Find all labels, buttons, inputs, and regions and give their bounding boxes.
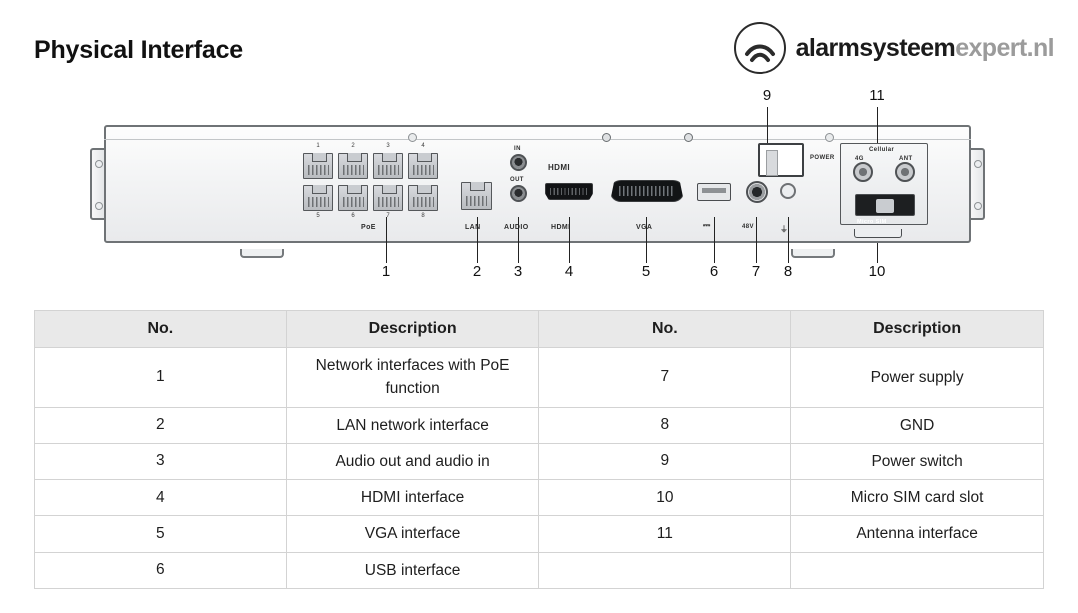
cell-desc-left: LAN network interface (286, 407, 539, 443)
callout-number: 9 (762, 87, 772, 104)
cell-no-right: 8 (539, 407, 791, 443)
poe-port-number: 6 (351, 213, 355, 219)
screw-icon (95, 160, 103, 168)
rj45-port-icon (338, 153, 368, 179)
cell-no-right: 10 (539, 480, 791, 516)
callout-number: 5 (641, 263, 651, 280)
table-row (35, 348, 1044, 408)
audio-label: AUDIO (504, 224, 529, 231)
audio-in-label: IN (514, 146, 521, 152)
table-row (35, 443, 1044, 479)
poe-port-number: 3 (386, 143, 390, 149)
lan-label: LAN (465, 224, 481, 231)
hdmi-print-label: HDMI (548, 163, 571, 172)
logo-text-dark: alarmsysteem (795, 33, 956, 62)
table-row (35, 516, 1044, 552)
power-voltage-label: 48V (742, 224, 754, 230)
table-row (35, 480, 1044, 516)
cell-no-left: 1 (35, 348, 287, 408)
power-switch-icon (758, 143, 804, 177)
cell-no-left: 4 (35, 480, 287, 516)
interface-table (34, 310, 1044, 589)
rj45-port-icon (408, 153, 438, 179)
callout-number: 6 (709, 263, 719, 280)
cell-no-right: 11 (539, 516, 791, 552)
cell-desc-right: GND (791, 407, 1044, 443)
micro-sim-label: Micro SIM (857, 219, 887, 225)
cell-desc-right: Power supply (791, 348, 1044, 408)
rack-ear-right (969, 148, 985, 220)
poe-port-number: 1 (316, 143, 320, 149)
audio-out-jack-icon (510, 185, 527, 202)
cell-desc-left: HDMI interface (286, 480, 539, 516)
column-header-no-right: No. (539, 311, 791, 348)
nvr-rear-panel-diagram (90, 87, 985, 280)
power-switch-label: POWER (810, 155, 835, 161)
cell-desc-left: VGA interface (286, 516, 539, 552)
antenna-ant-label: ANT (899, 156, 913, 162)
hdmi-label: HDMI (551, 224, 571, 231)
gnd-symbol-icon: ⏚ (780, 225, 789, 234)
callout-number: 8 (783, 263, 793, 280)
cell-desc-right: Power switch (791, 443, 1044, 479)
poe-port-group (303, 143, 441, 231)
screw-icon (974, 160, 982, 168)
audio-in-jack-icon (510, 154, 527, 171)
vga-label: VGA (636, 224, 653, 231)
poe-port-number: 8 (421, 213, 425, 219)
rj45-port-icon (338, 185, 368, 211)
table-row (35, 407, 1044, 443)
logo-text (796, 34, 1054, 63)
cellular-label: Cellular (869, 147, 895, 153)
page-title: Physical Interface (34, 36, 244, 64)
micro-sim-slot-icon (855, 194, 915, 216)
chassis-top-edge (104, 139, 971, 140)
screw-icon (974, 202, 982, 210)
vga-port-icon (610, 180, 684, 202)
rack-ear-left (90, 148, 106, 220)
chassis-foot (791, 249, 835, 258)
poe-port-number: 2 (351, 143, 355, 149)
gnd-terminal-icon (780, 183, 796, 199)
cell-no-right: 9 (539, 443, 791, 479)
poe-label: PoE (361, 224, 376, 231)
screw-icon (825, 133, 834, 142)
hdmi-port-icon (545, 183, 593, 200)
poe-port-number: 5 (316, 213, 320, 219)
usb-port-icon (697, 183, 731, 201)
column-header-description-left: Description (286, 311, 539, 348)
cell-desc-right: Antenna interface (791, 516, 1044, 552)
cell-no-left: 2 (35, 407, 287, 443)
rj45-port-icon (373, 185, 403, 211)
callout-number: 7 (751, 263, 761, 280)
cellular-module (840, 143, 928, 225)
logo-text-light: expert.nl (955, 33, 1054, 62)
cell-no-left: 5 (35, 516, 287, 552)
cell-no-left: 6 (35, 552, 287, 588)
cell-no-right (539, 552, 791, 588)
cell-desc-right (791, 552, 1044, 588)
table-header-row (35, 311, 1044, 348)
poe-port-number: 7 (386, 213, 390, 219)
rj45-port-icon (373, 153, 403, 179)
cell-desc-left: Audio out and audio in (286, 443, 539, 479)
cell-desc-left: Network interfaces with PoE function (286, 348, 539, 408)
rj45-port-icon (303, 185, 333, 211)
wifi-circle-logo-icon (734, 22, 786, 74)
callout-number: 10 (868, 263, 886, 280)
screw-icon (684, 133, 693, 142)
column-header-description-right: Description (791, 311, 1044, 348)
audio-out-label: OUT (510, 177, 524, 183)
brand-logo (734, 22, 1054, 74)
screw-icon (95, 202, 103, 210)
screw-icon (408, 133, 417, 142)
poe-port-number: 4 (421, 143, 425, 149)
screw-icon (602, 133, 611, 142)
antenna-connector-icon (853, 162, 873, 182)
power-supply-jack-icon (746, 181, 768, 203)
callout-number: 1 (381, 263, 391, 280)
sim-tray-tab (854, 229, 902, 238)
antenna-4g-label: 4G (855, 156, 864, 162)
cell-desc-right: Micro SIM card slot (791, 480, 1044, 516)
cell-no-right: 7 (539, 348, 791, 408)
rj45-port-icon (303, 153, 333, 179)
cell-desc-left: USB interface (286, 552, 539, 588)
chassis-foot (240, 249, 284, 258)
cell-no-left: 3 (35, 443, 287, 479)
table-row (35, 552, 1044, 588)
rj45-port-icon (408, 185, 438, 211)
callout-number: 4 (564, 263, 574, 280)
column-header-no-left: No. (35, 311, 287, 348)
callout-number: 2 (472, 263, 482, 280)
lan-port-icon (461, 182, 492, 210)
callout-number: 3 (513, 263, 523, 280)
usb-label: ⎓ (703, 220, 711, 230)
callout-number: 11 (869, 87, 885, 104)
antenna-connector-icon (895, 162, 915, 182)
